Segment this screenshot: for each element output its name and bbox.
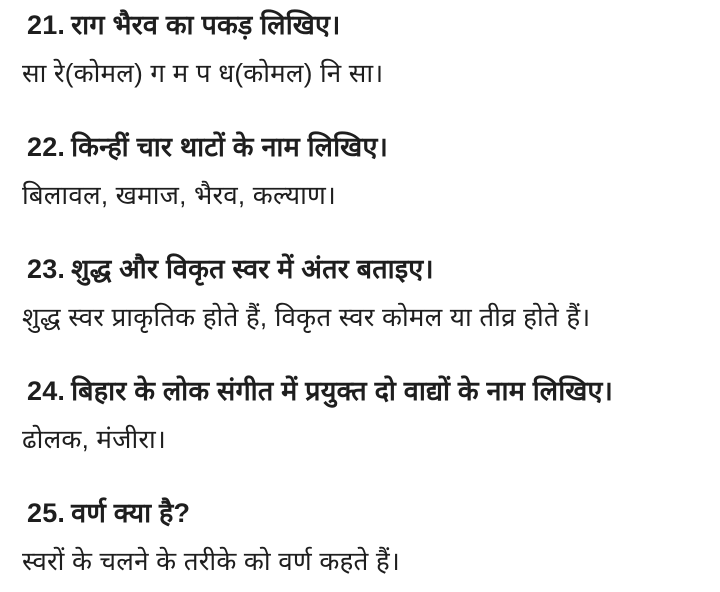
qa-item bbox=[0, 252, 720, 334]
answer-text: सा रे(कोमल) ग म प ध(कोमल) नि सा। bbox=[22, 58, 384, 88]
question-line bbox=[0, 8, 710, 42]
answer-text: शुद्ध स्वर प्राकृतिक होते हैं, विकृत स्वर कोमल या तीव्र होते हैं। bbox=[22, 302, 591, 332]
question-text: बिहार के लोक संगीत में प्रयुक्त दो वाद्यों के नाम लिखिए। bbox=[71, 376, 614, 406]
answer-text: बिलावल, खमाज, भैरव, कल्याण। bbox=[22, 180, 337, 210]
question-text: किन्हीं चार थाटों के नाम लिखिए। bbox=[71, 132, 389, 162]
answer-text: ढोलक, मंजीरा। bbox=[22, 424, 167, 454]
question-number: 25. bbox=[27, 498, 66, 528]
qa-item bbox=[0, 8, 720, 90]
answer-text: स्वरों के चलने के तरीके को वर्ण कहते हैं। bbox=[22, 546, 400, 576]
qa-item bbox=[0, 496, 720, 578]
question-number: 24. bbox=[27, 376, 66, 406]
qa-item bbox=[0, 130, 720, 212]
question-number: 21. bbox=[27, 10, 66, 40]
question-line bbox=[0, 496, 710, 530]
question-text: वर्ण क्या है? bbox=[71, 498, 191, 528]
question-number: 23. bbox=[27, 254, 66, 284]
question-line bbox=[0, 252, 710, 286]
question-number: 22. bbox=[27, 132, 66, 162]
question-line bbox=[0, 130, 710, 164]
question-line bbox=[0, 374, 710, 408]
question-text: राग भैरव का पकड़ लिखिए। bbox=[71, 10, 341, 40]
question-text: शुद्ध और विकृत स्वर में अंतर बताइए। bbox=[71, 254, 434, 284]
qa-item bbox=[0, 374, 720, 456]
